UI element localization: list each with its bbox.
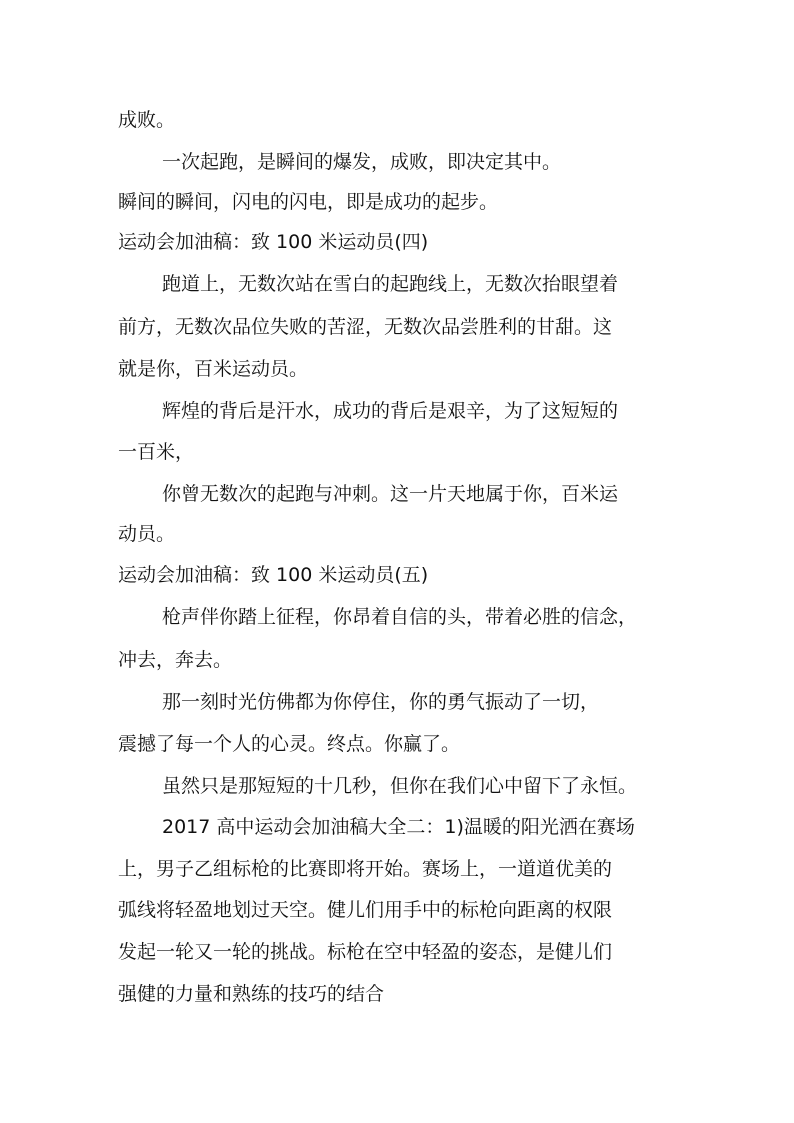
- text-line-16: 震撼了每一个人的心灵。终点。你赢了。: [118, 733, 461, 755]
- text-line-1: 成败。: [118, 109, 176, 131]
- text-line-6: 前方，无数次品位失败的苦涩，无数次品尝胜利的甘甜。这: [118, 316, 613, 338]
- text-line-5: 跑道上，无数次站在雪白的起跑线上，无数次抬眼望着: [162, 273, 619, 295]
- text-line-11: 动员。: [118, 523, 176, 545]
- text-line-2: 一次起跑，是瞬间的爆发，成败，即决定其中。: [162, 151, 562, 173]
- text-line-8: 辉煌的背后是汗水，成功的背后是艰辛，为了这短短的: [162, 400, 619, 422]
- text-line-20: 弧线将轻盈地划过天空。健儿们用手中的标枪向距离的权限: [118, 899, 613, 921]
- text-line-10: 你曾无数次的起跑与冲刺。这一片天地属于你，百米运: [162, 483, 619, 505]
- text-line-19: 上，男子乙组标枪的比赛即将开始。赛场上，一道道优美的: [118, 858, 613, 880]
- text-line-9: 一百米，: [118, 441, 195, 463]
- text-line-13: 枪声伴你踏上征程，你昂着自信的头，带着必胜的信念，: [162, 606, 638, 628]
- text-line-22: 强健的力量和熟练的技巧的结合: [118, 983, 385, 1005]
- text-line-7: 就是你，百米运动员。: [118, 358, 309, 380]
- text-line-18: 2017 高中运动会加油稿大全二：1)温暖的阳光洒在赛场: [162, 816, 635, 838]
- text-line-14: 冲去，奔去。: [118, 649, 233, 671]
- text-line-3: 瞬间的瞬间，闪电的闪电，即是成功的起步。: [118, 191, 499, 213]
- text-line-17: 虽然只是那短短的十几秒，但你在我们心中留下了永恒。: [162, 775, 638, 797]
- section-heading-five: 运动会加油稿：致 100 米运动员(五): [118, 564, 429, 586]
- text-line-21: 发起一轮又一轮的挑战。标枪在空中轻盈的姿态，是健儿们: [118, 941, 613, 963]
- section-heading-four: 运动会加油稿：致 100 米运动员(四): [118, 231, 429, 253]
- text-line-15: 那一刻时光仿佛都为你停住，你的勇气振动了一切，: [162, 691, 600, 713]
